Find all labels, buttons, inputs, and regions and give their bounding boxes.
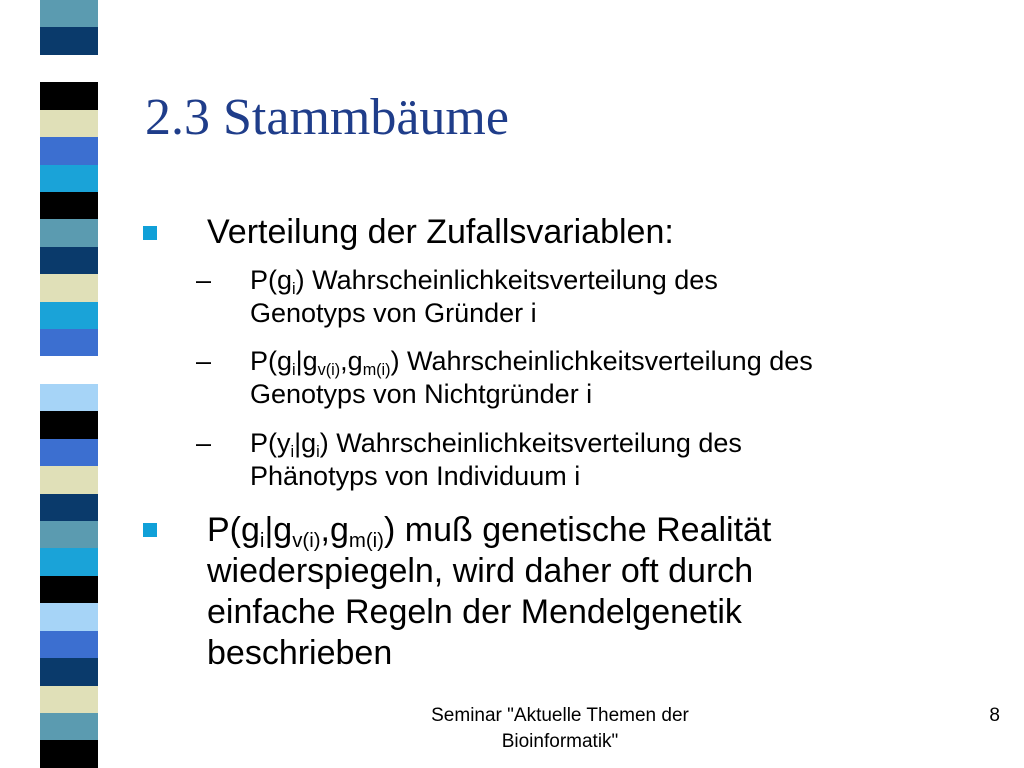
- sub-item-2-line2: Genotyps von Nichtgründer i: [250, 379, 593, 409]
- stripe-block: [40, 411, 98, 438]
- stripe-block: [40, 576, 98, 603]
- bullet-square-icon: [143, 226, 157, 240]
- page-number: 8: [989, 705, 1000, 726]
- stripe-block: [40, 603, 98, 630]
- stripe-block: [40, 740, 98, 767]
- bullet-2-line3: einfache Regeln der Mendelgenetik: [207, 593, 742, 631]
- slide-title: 2.3 Stammbäume: [145, 89, 509, 146]
- sub-item-2: [250, 345, 1010, 411]
- stripe-block: [40, 0, 98, 27]
- stripe-block: [40, 137, 98, 164]
- stripe-block: [40, 356, 98, 383]
- stripe-block: [40, 439, 98, 466]
- stripe-block: [40, 494, 98, 521]
- stripe-block: [40, 55, 98, 82]
- sub-item-3-text: $P(y_i|g_i)$ Wahrscheinlichkeitsverteilung des: [250, 428, 742, 461]
- stripe-block: [40, 466, 98, 493]
- stripe-block: [40, 686, 98, 713]
- stripe-blocks: [40, 0, 98, 768]
- stripe-block: [40, 219, 98, 246]
- bullet-1-text: Verteilung der Zufallsvariablen:: [207, 213, 674, 251]
- bullet-square-icon: [143, 523, 157, 537]
- stripe-block: [40, 329, 98, 356]
- stripe-block: [40, 548, 98, 575]
- decorative-stripe: [0, 0, 120, 768]
- sub-item-1: [250, 264, 1010, 330]
- sub-item-2-text: $P(g_i|g_{v(i)},g_{m(i)})$ Wahrscheinlichkeitsverteilung des: [250, 346, 813, 379]
- stripe-block: [40, 302, 98, 329]
- bullet-2-text: [207, 510, 997, 674]
- stripe-block: [40, 247, 98, 274]
- dash-icon: –: [196, 265, 212, 295]
- sub-item-3-line2: Phänotyps von Individuum i: [250, 461, 581, 491]
- stripe-block: [40, 658, 98, 685]
- stripe-block: [40, 713, 98, 740]
- stripe-block: [40, 27, 98, 54]
- footer-line-1: Seminar "Aktuelle Themen der: [431, 705, 689, 726]
- dash-icon: –: [196, 346, 212, 376]
- stripe-block: [40, 110, 98, 137]
- bullet-2-line4: beschrieben: [207, 634, 393, 672]
- stripe-edge: [0, 0, 40, 768]
- stripe-block: [40, 274, 98, 301]
- sub-item-1-text: $P(g_i)$ Wahrscheinlichkeitsverteilung des: [250, 265, 718, 298]
- stripe-block: [40, 165, 98, 192]
- bullet-2-line2: wiederspiegeln, wird daher oft durch: [207, 552, 754, 590]
- stripe-block: [40, 521, 98, 548]
- stripe-block: [40, 192, 98, 219]
- stripe-block: [40, 82, 98, 109]
- footer-line-2: Bioinformatik": [501, 731, 619, 752]
- dash-icon: –: [196, 428, 212, 458]
- sub-item-1-line2: Genotyps von Gründer i: [250, 298, 537, 328]
- sub-item-3: [250, 427, 1010, 493]
- bullet-2-line1: $P(g_i|g_{v(i)},g_{m(i)})$ muß genetische Realität: [207, 511, 772, 553]
- footer-text: [380, 703, 740, 755]
- stripe-block: [40, 384, 98, 411]
- stripe-block: [40, 631, 98, 658]
